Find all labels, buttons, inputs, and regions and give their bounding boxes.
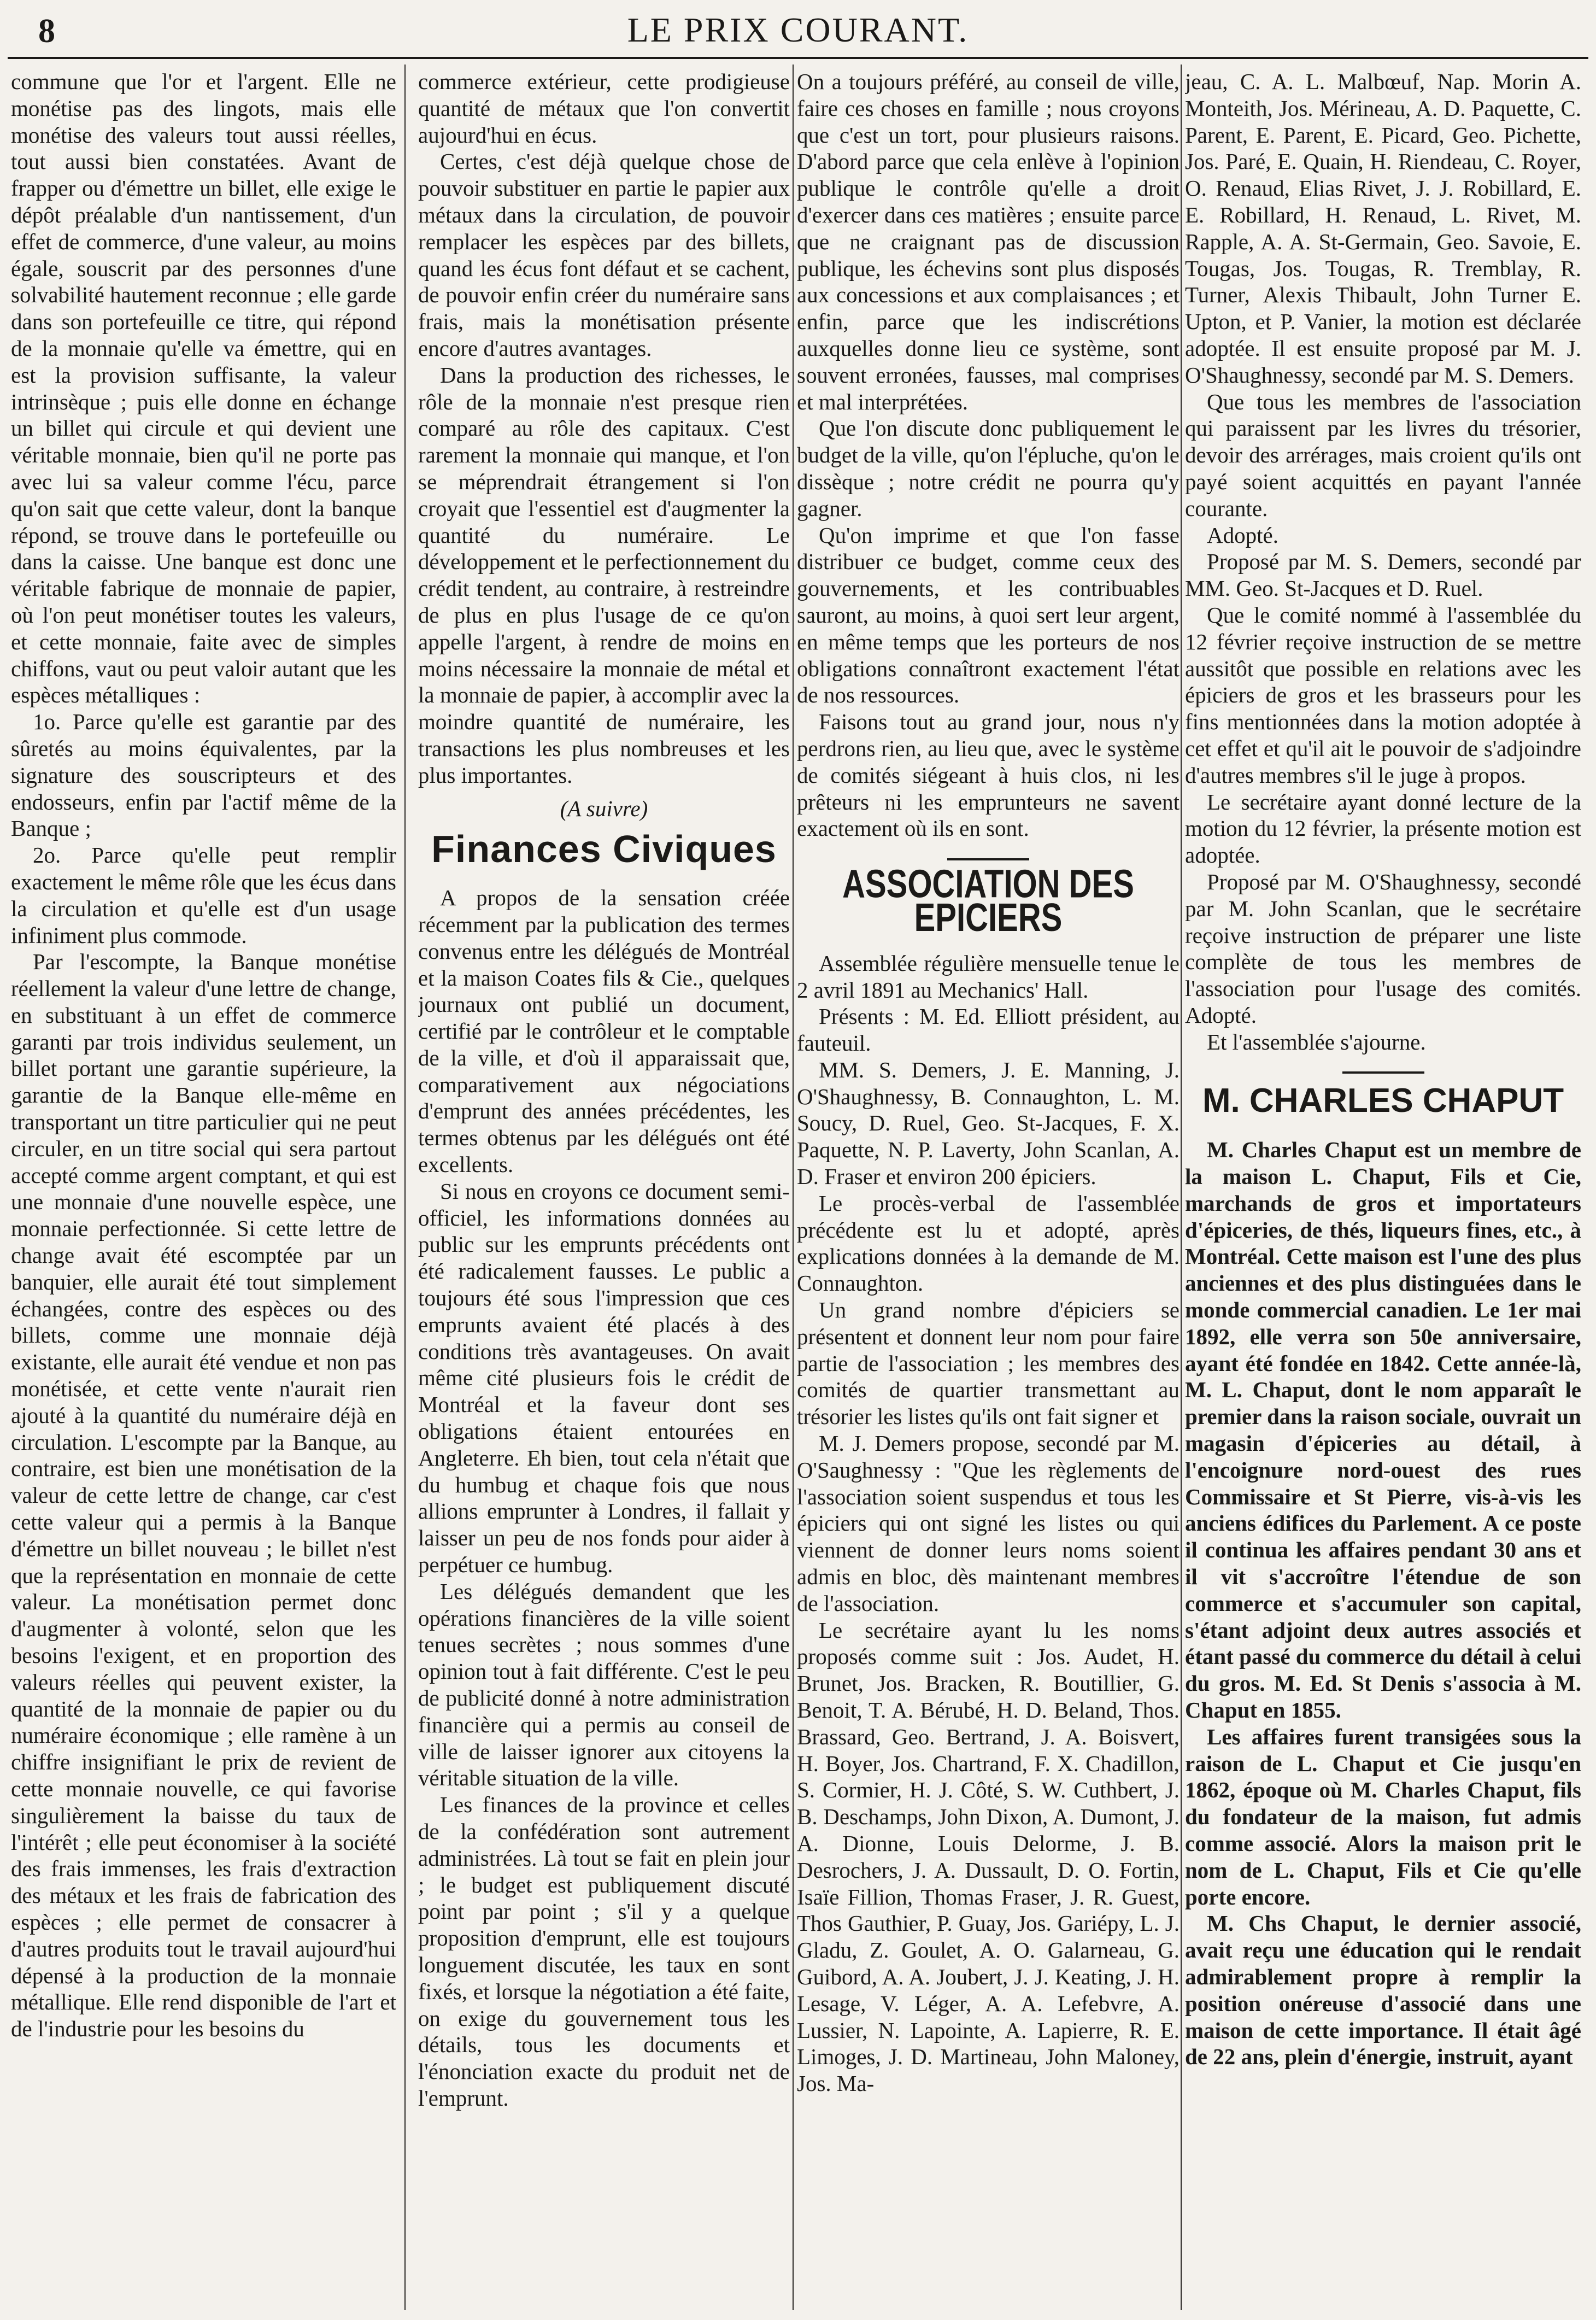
paragraph: M. J. Demers propose, secondé par M. O'Saughnessy : "Que les règlements de l'association soient suspendus et tous les épiciers qui ont signé les listes ou qui viennent de donner leurs noms soient admis en bloc, dès maintenant membres de l'association. [797,1431,1180,1616]
paragraph: Les affaires furent transigées sous la raison de L. Chaput et Cie jusqu'en 1862, époque où M. Charles Chaput, fils du fondateur de la maison, fut admis comme associé. Alors la maison prit le nom de L. Chaput, Fils et Cie qu'elle porte encore. [1185,1724,1581,1909]
continuation-note: (A suivre) [560,795,648,821]
section-rule [947,858,1029,860]
column-divider [1181,65,1182,2310]
paragraph: Que le comité nommé à l'assemblée du 12 février reçoive instruction de se mettre aussitôt que possible en relations avec les épiciers de gros et les brasseurs pour les fins mentionnées dans la motion adoptée à cet effet et qu'il ait le pouvoir de s'adjoindre d'autres membres s'il le juge à propos. [1185,602,1581,788]
paragraph: Un grand nombre d'épiciers se présentent et donnent leur nom pour faire partie de l'association ; les membres des comités de quartier transmettant au trésorier les listes qu'ils ont fait signer et [797,1297,1180,1430]
column-divider [404,65,406,2310]
paragraph: M. Charles Chaput est un membre de la maison L. Chaput, Fils et Cie, marchands de gros et importateurs d'épiceries, de thés, liqueurs fines, etc., à Montréal. Cette maison est l'une des plus anciennes et des plus distinguées dans le monde commercial canadien. Le 1er mai 1892, elle verra son 50e anniversaire, ayant été fondée en 1842. Cette année-là, M. L. Chaput, dont le nom apparaît le premier dans la raison sociale, ouvrait un magasin d'épiceries au détail, à l'encoignure nord-ouest des rues Commissaire et St Pierre, vis-à-vis les anciens édifices du Parlement. A ce poste il continua les affaires pendant 30 ans et il vit s'accroître l'étendue de son commerce et s'accumuler son capital, s'étant adjoint deux autres associés et étant passé du commerce du détail à celui du gros. M. Ed. St Denis s'associa à M. Chaput en 1855. [1185,1137,1581,1723]
section-title-association-des-epiciers: ASSOCIATION DES EPICIERS [842,862,1134,940]
paragraph: jeau, C. A. L. Malbœuf, Nap. Morin A. Monteith, Jos. Mérineau, A. D. Paquette, C. Parent, E. Parent, E. Picard, Geo. Pichette, Jos. Paré, E. Quain, H. Riendeau, C. Royer, O. Renaud, Elias Rivet, J. J. Robillard, E. E. Robillard, H. Renaud, L. Rivet, M. Rapple, A. A. St-Germain, Geo. Savoie, E. Tougas, Jos. Tougas, R. Tremblay, R. Turner, Alexis Thibault, John Turner E. Upton, et P. Vanier, la motion est déclarée adoptée. Il est ensuite proposé par M. J. O'Shaughnessy, secondé par M. S. Demers. [1185,69,1581,388]
paragraph: Proposé par M. S. Demers, secondé par MM. Geo. St-Jacques et D. Ruel. [1185,549,1581,601]
column-3 [797,68,1180,2307]
paragraph: Le secrétaire ayant lu les noms proposés comme suit : Jos. Audet, H. Brunet, Jos. Bracken, R. Boutillier, G. Benoit, T. A. Bérubé, H. D. Beland, Thos. Brassard, Geo. Bertrand, J. A. Boisvert, H. Boyer, Jos. Chartrand, F. X. Chadillon, S. Cormier, H. J. Côté, S. W. Cuthbert, J. B. Deschamps, John Dixon, A. Dumont, J. A. Dionne, Louis Delorme, J. B. Desrochers, J. A. Dussault, D. O. Fortin, Isaïe Fillion, Thomas Fraser, J. R. Guest, Thos Gauthier, P. Guay, Jos. Gariépy, L. J. Gladu, Z. Goulet, A. O. Galarneau, G. Guibord, A. A. Joubert, J. J. Keating, J. H. Lesage, V. Léger, A. A. Lefebvre, A. Lussier, N. Lapointe, A. Lapierre, R. E. Limoges, J. D. Martineau, John Maloney, Jos. Ma- [797,1617,1180,2096]
paragraph: Certes, c'est déjà quelque chose de pouvoir substituer en partie le papier aux métaux dans la circulation, de pouvoir remplacer les espèces par des billets, quand les écus font défaut et se cachent, de pouvoir enfin créer du numéraire sans frais, mais la monétisation présente encore d'autres avantages. [418,149,790,361]
column-2 [418,68,790,2307]
paragraph: On a toujours préféré, au conseil de ville, faire ces choses en famille ; nous croyons que c'est un tort, pour plusieurs raisons. D'abord parce que cela enlève à l'opinion publique le contrôle qu'elle a droit d'exercer dans ces matières ; ensuite parce que ne craignant pas de discussion publique, les échevins sont plus disposés aux concessions et aux complaisances ; et enfin, parce que les indiscrétions auxquelles donne lieu ce système, sont souvent erronées, fausses, mal comprises et mal interprétées. [797,69,1180,414]
paragraph: MM. S. Demers, J. E. Manning, J. O'Shaughnessy, B. Connaughton, L. M. Soucy, D. Ruel, Geo. St-Jacques, F. X. Paquette, N. P. Laverty, John Scanlan, A. D. Fraser et environ 200 épiciers. [797,1057,1180,1190]
column-divider [793,65,794,2310]
paragraph: Dans la production des richesses, le rôle de la monnaie n'est presque rien comparé au rôle des capitaux. C'est rarement la monnaie qui manque, et l'on se méprendrait étrangement si l'on croyait que l'essentiel est d'augmenter la quantité du numéraire. Le développement et le perfectionnement du crédit tendent, au contraire, à restreindre de plus en plus l'usage de ce qu'on appelle l'argent, à rendre de moins en moins nécessaire la monnaie de métal et la monnaie de papier, à accomplir avec la moindre quantité de numéraire, les transactions les plus nombreuses et les plus importantes. [418,362,790,788]
paragraph: Que tous les membres de l'association qui paraissent par les livres du trésorier, devoir des arrérages, mais croient qu'ils ont payé soient acquittés en payant l'année courante. [1185,389,1581,521]
column-1 [11,68,396,2307]
paragraph: Le procès-verbal de l'assemblée précédente est lu et adopté, après explications données à la demande de M. Connaughton. [797,1190,1180,1296]
paragraph: Adopté. [1207,522,1278,548]
paragraph: 1o. Parce qu'elle est garantie par des sûretés au moins équivalentes, par la signature des souscripteurs et des endosseurs, enfin par l'actif même de la Banque ; [11,709,396,841]
section-rule [1342,1071,1424,1074]
paragraph: M. Chs Chaput, le dernier associé, avait reçu une éducation qui le rendait admirablement propre à remplir la position onéreuse d'associé dans une maison de cette importance. Il était âgé de 22 ans, plein d'énergie, instruit, ayant [1185,1911,1581,2070]
paragraph: A propos de la sensation créée récemment par la publication des termes convenus entre les délégués de Montréal et la maison Coates fils & Cie., quelques journaux ont publié un document, certifié par le contrôleur et le comptable de la ville, et d'où il apparaissait que, comparativement aux négociations d'emprunt des années précédentes, les termes obtenus par les délégués ont été excellents. [418,885,790,1177]
paragraph: Qu'on imprime et que l'on fasse distribuer ce budget, comme ceux des gouvernements, et les contribuables sauront, au moins, à quoi sert leur argent, en même temps que les porteurs de nos obligations connaîtront exactement l'état de nos ressources. [797,522,1180,708]
section-title-charles-chaput: M. CHARLES CHAPUT [1202,1082,1564,1120]
paragraph: Et l'assemblée s'ajourne. [1207,1029,1426,1054]
paragraph: Les finances de la province et celles de la confédération sont autrement administrées. Là tout se fait en plein jour ; le budget est publiquement discuté point par point ; s'il y a quelque proposition d'emprunt, elle est toujours longuement discutée, les taux en sont fixés, et lorsque la négotiation a été faite, on exige du gouvernement tous les détails, tous les documents et l'énonciation exacte du produit net de l'emprunt. [418,1792,790,2111]
page-header [0,0,1596,60]
paragraph: Présents : M. Ed. Elliott président, au fauteuil. [797,1004,1180,1056]
paragraph: commune que l'or et l'argent. Elle ne monétise pas des lingots, mais elle monétise des valeurs tout aussi réelles, tout aussi bien constatées. Avant de frapper ou d'émettre un billet, elle exige le dépôt préalable d'un nantissement, d'un effet de commerce, d'une valeur, au moins égale, souscrit par des personnes d'une solvabilité hautement reconnue ; elle garde dans son portefeuille ce titre, qui répond de la monnaie qu'elle va émettre, qui en est la provision suffisante, la valeur intrinsèque ; puis elle donne en échange un billet qui circule et qui devient une véritable monnaie, bien qu'il ne porte pas avec lui sa valeur comme l'écu, parce qu'on sait que cette valeur, dont la banque répond, se trouve dans le portefeuille ou dans la caisse. Une banque est donc une véritable fabrique de monnaie de papier, où l'on peut monétiser toutes les valeurs, et cette monnaie, faite avec de simples chiffons, vaut ou peut valoir autant que les espèces métalliques : [11,69,396,708]
paragraph: 2o. Parce qu'elle peut remplir exactement le même rôle que les écus dans la circulation et qu'elle est d'un usage infiniment plus commode. [11,842,396,948]
column-4 [1185,68,1581,2307]
section-title-finances-civiques: Finances Civiques [431,828,777,871]
paragraph: Que l'on discute donc publiquement le budget de la ville, qu'on l'épluche, qu'on le dissèque ; notre crédit ne pourra qu'y gagner. [797,415,1180,521]
paragraph: Les délégués demandent que les opérations financières de la ville soient tenues secrètes ; nous sommes d'une opinion tout à fait différente. C'est le peu de publicité donné à notre administration financière qui a permis au conseil de ville de laisser ignorer aux citoyens la véritable situation de la ville. [418,1578,790,1791]
paragraph: Proposé par M. O'Shaughnessy, secondé par M. John Scanlan, que le secrétaire reçoive instruction de préparer une liste complète de tous les membres de l'association pour l'usage des comités. Adopté. [1185,869,1581,1028]
page-number: 8 [38,13,55,50]
paragraph: Faisons tout au grand jour, nous n'y perdrons rien, au lieu que, avec le système de comités siégeant à huis clos, ni les prêteurs ni les emprunteurs ne savent exactement où ils en sont. [797,709,1180,841]
paragraph: Assemblée régulière mensuelle tenue le 2 avril 1891 au Mechanics' Hall. [797,950,1180,1003]
header-rule [8,57,1588,59]
paragraph: commerce extérieur, cette prodigieuse quantité de métaux que l'on convertit aujourd'hui en écus. [418,69,790,148]
paragraph: Par l'escompte, la Banque monétise réellement la valeur d'une lettre de change, en substituant à un effet de commerce garanti par trois individus seulement, un billet portant une garantie supérieure, la garantie de la Banque elle-même en transportant un titre particulier qui ne peut circuler, en un titre social qui sera partout accepté comme argent comptant, et qui est une monnaie d'une nouvelle espèce, une monnaie perfectionnée. Si cette lettre de change avait été escomptée par un banquier, elle aurait été tout simplement échangées, contre des espèces ou des billets, comme une monnaie déjà existante, elle aurait été vendue et non pas monétisée, et cette vente n'aurait rien ajouté à la quantité du numéraire déjà en circulation. L'escompte par la Banque, au contraire, est bien une monétisation de la valeur de cette lettre de change, car c'est cette valeur qui a permis à la Banque d'émettre un billet nouveau ; le billet n'est que la représentation en monnaie de cette valeur. La monétisation permet donc d'augmenter à volonté, selon que les besoins l'exigent, et en proportion des valeurs réelles qui peuvent exister, la quantité de la monnaie de papier ou du numéraire économique ; elle ramène à un chiffre insignifiant le prix de revient de cette monnaie nouvelle, ce qui favorise singulièrement la baisse du taux de l'intérêt ; elle peut économiser à la société des frais immenses, les frais d'extraction des métaux et les frais de fabrication des espèces ; elle permet de consacrer à d'autres produits tout le travail aujourd'hui dépensé à la production de la monnaie métallique. Elle rend disponible de l'art et de l'industrie pour les besoins du [11,949,396,2042]
newspaper-title: LE PRIX COURANT. [627,10,969,49]
paragraph: Le secrétaire ayant donné lecture de la motion du 12 février, la présente motion est adoptée. [1185,789,1581,868]
paragraph: Si nous en croyons ce document semi-officiel, les informations données au public sur les emprunts précédents ont été radicalement fausses. Le public a toujours été sous l'impression que ces emprunts avaient été placés à des conditions très avantageuses. On avait même cité plusieurs fois le crédit de Montréal et la faveur dont ses obligations étaient entourées en Angleterre. Eh bien, tout cela n'était que du humbug et chaque fois que nous allions emprunter à Londres, il fallait y laisser un peu de nos fonds pour aider à perpétuer ce humbug. [418,1178,790,1578]
